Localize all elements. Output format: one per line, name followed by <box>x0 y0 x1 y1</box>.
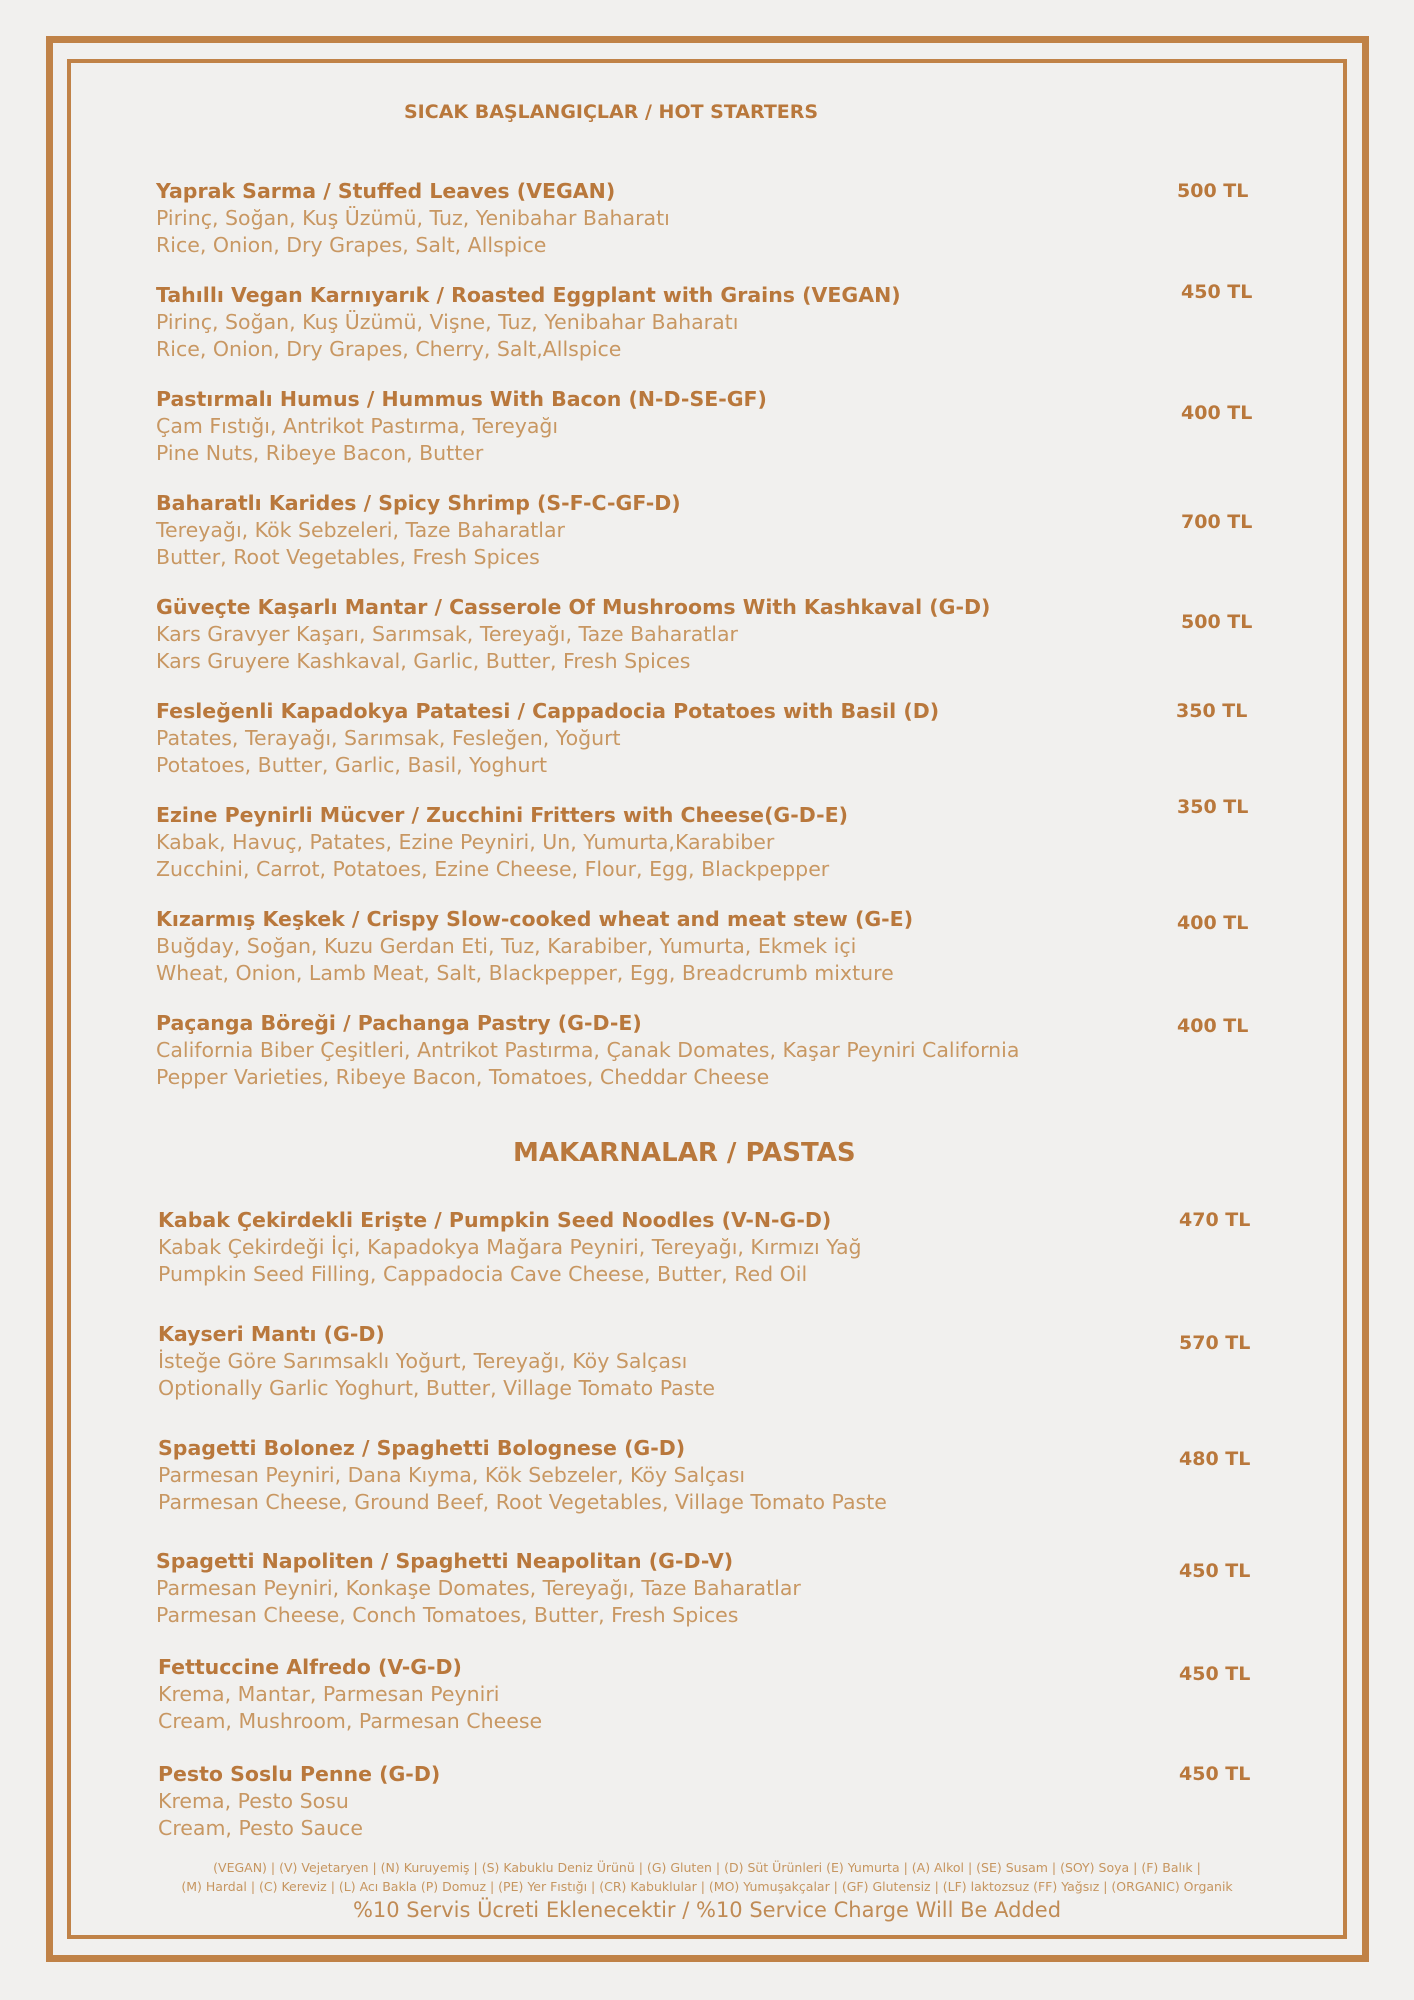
menu-item-ingredients-tr: Kabak, Havuç, Patates, Ezine Peyniri, Un, Yumurta,Karabiber <box>156 830 775 854</box>
menu-item-ingredients-tr: Tereyağı, Kök Sebzeleri, Taze Baharatlar <box>156 518 565 542</box>
pastas-title: MAKARNALAR / PASTAS <box>513 1138 856 1168</box>
menu-item-ingredients-en: Pine Nuts, Ribeye Bacon, Butter <box>156 441 484 465</box>
menu-item-ingredients-tr: Kars Gravyer Kaşarı, Sarımsak, Tereyağı, Taze Baharatlar <box>156 622 738 646</box>
menu-item <box>158 1435 1138 1516</box>
menu-item-name: Fettuccine Alfredo (V-G-D) <box>158 1655 462 1679</box>
menu-item-name: Kızarmış Keşkek / Crispy Slow-cooked wheat and meat stew (G-E) <box>156 907 914 931</box>
menu-item-ingredients-tr: İsteğe Göre Sarımsaklı Yoğurt, Tereyağı, Köy Salçası <box>158 1349 688 1373</box>
allergen-legend-line-1: (VEGAN) | (V) Vejetaryen | (N) Kuruyemiş | (S) Kabuklu Deniz Ürünü | (G) Gluten | (D) Süt Ürünleri (E) Yumurta | (A) Alkol | (SE) Susam | (SOY) Soya | (F) Balık | <box>213 1860 1201 1875</box>
menu-item <box>156 802 1136 883</box>
menu-item <box>156 178 1136 259</box>
menu-item-ingredients-tr: Pirinç, Soğan, Kuş Üzümü, Tuz, Yenibahar Baharatı <box>156 206 670 230</box>
menu-item-ingredients-en: Zucchini, Carrot, Potatoes, Ezine Cheese, Flour, Egg, Blackpepper <box>156 857 830 881</box>
menu-item-name: Fesleğenli Kapadokya Patatesi / Cappadocia Potatoes with Basil (D) <box>156 699 940 723</box>
menu-item-ingredients-en: Butter, Root Vegetables, Fresh Spices <box>156 545 540 569</box>
menu-item-ingredients-tr: Buğday, Soğan, Kuzu Gerdan Eti, Tuz, Karabiber, Yumurta, Ekmek içi <box>156 934 857 958</box>
menu-item-name: Yaprak Sarma / Stuffed Leaves (VEGAN) <box>156 179 616 203</box>
service-charge-note: %10 Servis Ücreti Eklenecektir / %10 Service Charge Will Be Added <box>352 1898 1062 1922</box>
menu-item-ingredients-tr: Parmesan Peyniri, Konkaşe Domates, Tereyağı, Taze Baharatlar <box>156 1576 801 1600</box>
menu-item-ingredients-en: Rice, Onion, Dry Grapes, Salt, Allspice <box>156 233 547 257</box>
menu-item-ingredients-tr: Parmesan Peyniri, Dana Kıyma, Kök Sebzeler, Köy Salçası <box>158 1463 746 1487</box>
menu-item-price: 350 TL <box>1177 796 1249 818</box>
menu-item-ingredients-en: Potatoes, Butter, Garlic, Basil, Yoghurt <box>156 753 547 777</box>
menu-item-name: Spagetti Bolonez / Spaghetti Bolognese (G-D) <box>158 1436 686 1460</box>
menu-item <box>156 906 1136 987</box>
menu-item-price: 500 TL <box>1181 611 1253 633</box>
menu-item-name: Kabak Çekirdekli Erişte / Pumpkin Seed Noodles (V-N-G-D) <box>158 1208 832 1232</box>
menu-item-ingredients-en: Wheat, Onion, Lamb Meat, Salt, Blackpepper, Egg, Breadcrumb mixture <box>156 961 894 985</box>
menu-item-name: Kayseri Mantı (G-D) <box>158 1322 385 1346</box>
menu-item-price: 570 TL <box>1179 1332 1251 1354</box>
menu-item-ingredients-tr: Krema, Pesto Sosu <box>158 1789 349 1813</box>
menu-item-price: 500 TL <box>1177 180 1249 202</box>
menu-item-ingredients-en: Parmesan Cheese, Ground Beef, Root Vegetables, Village Tomato Paste <box>158 1490 887 1514</box>
menu-item-price: 400 TL <box>1177 1015 1249 1037</box>
menu-item <box>156 1548 1136 1629</box>
menu-item <box>156 1010 1136 1091</box>
menu-item-name: Ezine Peynirli Mücver / Zucchini Fritters with Cheese(G-D-E) <box>156 803 849 827</box>
menu-item-name: Pastırmalı Humus / Hummus With Bacon (N-D-SE-GF) <box>156 387 767 411</box>
menu-item-ingredients-tr: Çam Fıstığı, Antrikot Pastırma, Tereyağı <box>156 414 559 438</box>
menu-item <box>158 1761 1138 1842</box>
menu-item-ingredients-en: Pepper Varieties, Ribeye Bacon, Tomatoes, Cheddar Cheese <box>156 1065 770 1089</box>
menu-item-price: 400 TL <box>1177 912 1249 934</box>
menu-item-ingredients-en: Parmesan Cheese, Conch Tomatoes, Butter, Fresh Spices <box>156 1603 739 1627</box>
menu-item <box>156 594 1136 675</box>
menu-item-ingredients-en: Rice, Onion, Dry Grapes, Cherry, Salt,Allspice <box>156 337 622 361</box>
menu-item-ingredients-en: Pumpkin Seed Filling, Cappadocia Cave Cheese, Butter, Red Oil <box>158 1262 808 1286</box>
menu-item <box>156 282 1136 363</box>
menu-item <box>156 698 1136 779</box>
menu-item <box>156 490 1136 571</box>
allergen-legend-line-2: (M) Hardal | (C) Kereviz | (L) Acı Bakla (P) Domuz | (PE) Yer Fıstığı | (CR) Kabuklular | (MO) Yumuşakçalar | (GF) Glutensiz | (LF) laktozsuz (FF) Yağsız | (ORGANIC) Organik <box>181 1879 1233 1894</box>
hot-starters-title: SICAK BAŞLANGIÇLAR / HOT STARTERS <box>404 101 819 123</box>
menu-item-price: 450 TL <box>1179 1763 1251 1785</box>
menu-item <box>156 386 1136 467</box>
menu-item-name: Spagetti Napoliten / Spaghetti Neapolitan (G-D-V) <box>156 1549 734 1573</box>
menu-item-price: 450 TL <box>1179 1663 1251 1685</box>
menu-item-ingredients-tr: Patates, Terayağı, Sarımsak, Fesleğen, Yoğurt <box>156 726 621 750</box>
menu-item <box>158 1207 1138 1288</box>
menu-item-ingredients-tr: Kabak Çekirdeği İçi, Kapadokya Mağara Peyniri, Tereyağı, Kırmızı Yağ <box>158 1235 862 1259</box>
menu-item-ingredients-tr: Krema, Mantar, Parmesan Peyniri <box>158 1682 500 1706</box>
menu-item-ingredients-en: Kars Gruyere Kashkaval, Garlic, Butter, Fresh Spices <box>156 649 691 673</box>
menu-item-ingredients-en: Cream, Mushroom, Parmesan Cheese <box>158 1709 543 1733</box>
menu-item-price: 450 TL <box>1181 281 1253 303</box>
menu-item-price: 700 TL <box>1181 511 1253 533</box>
menu-item-price: 450 TL <box>1179 1560 1251 1582</box>
menu-item-ingredients-en: Optionally Garlic Yoghurt, Butter, Village Tomato Paste <box>158 1376 716 1400</box>
menu-item-price: 350 TL <box>1176 700 1248 722</box>
menu-item-ingredients-tr: Pirinç, Soğan, Kuş Üzümü, Vişne, Tuz, Yenibahar Baharatı <box>156 310 739 334</box>
menu-item-price: 470 TL <box>1179 1209 1251 1231</box>
menu-item-name: Baharatlı Karides / Spicy Shrimp (S-F-C-GF-D) <box>156 491 681 515</box>
menu-item <box>158 1321 1138 1402</box>
menu-item-ingredients-en: Cream, Pesto Sauce <box>158 1816 363 1840</box>
menu-item-price: 400 TL <box>1181 402 1253 424</box>
menu-item-price: 480 TL <box>1179 1448 1251 1470</box>
menu-item-name: Pesto Soslu Penne (G-D) <box>158 1762 441 1786</box>
menu-item-name: Güveçte Kaşarlı Mantar / Casserole Of Mushrooms With Kashkaval (G-D) <box>156 595 991 619</box>
menu-item-name: Tahıllı Vegan Karnıyarık / Roasted Eggplant with Grains (VEGAN) <box>156 283 901 307</box>
menu-item <box>158 1654 1138 1735</box>
menu-item-name: Paçanga Böreği / Pachanga Pastry (G-D-E) <box>156 1011 642 1035</box>
menu-item-ingredients-tr: California Biber Çeşitleri, Antrikot Pastırma, Çanak Domates, Kaşar Peyniri California <box>156 1038 1020 1062</box>
